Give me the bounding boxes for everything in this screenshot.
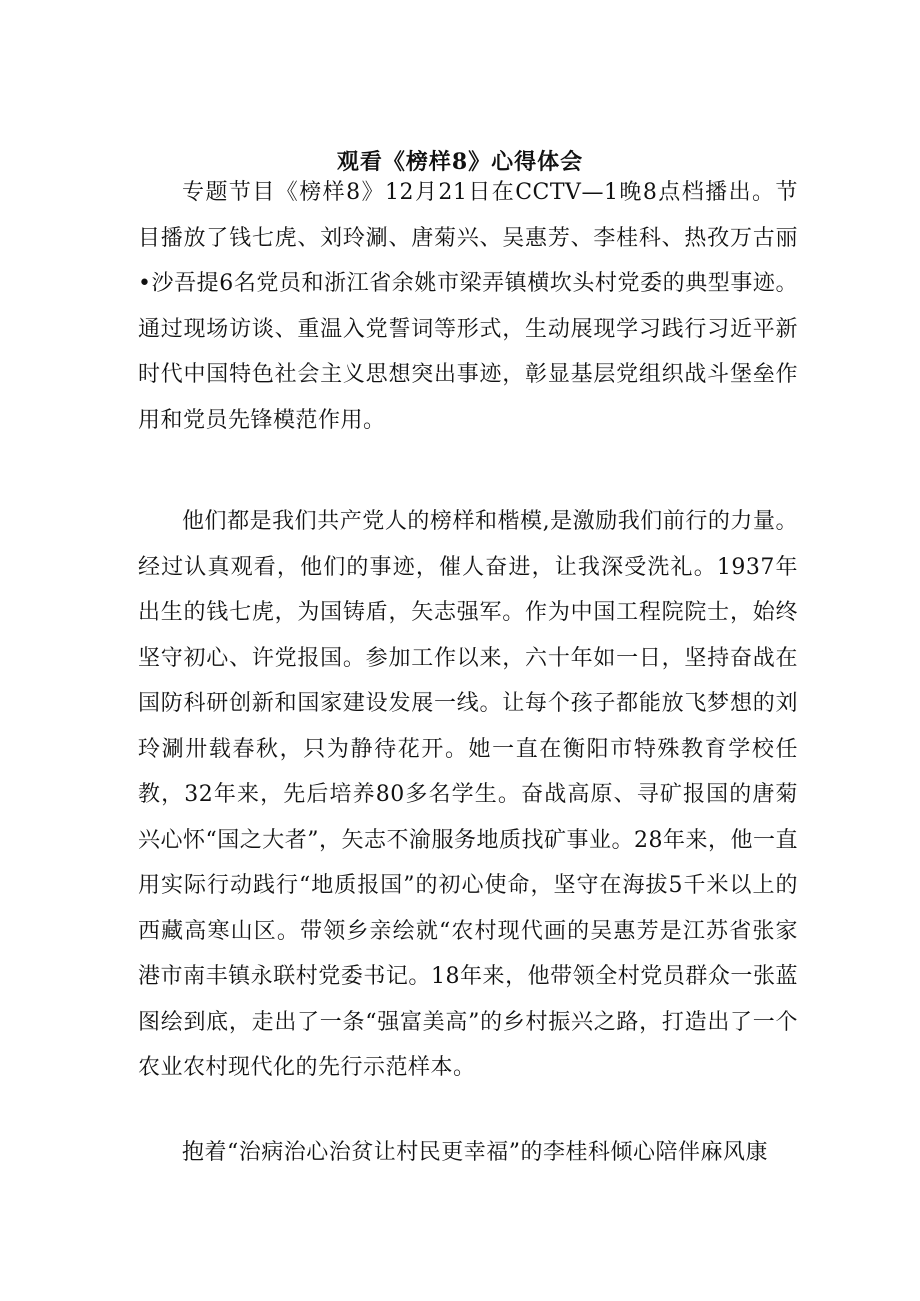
paragraph-1: 专题节目《榜样8》12月21日在CCTV—1晚8点档播出。节目播放了钱七虎、刘玲涮、唐菊兴、吴惠芳、李桂科、热孜万古丽•沙吾提6名党员和浙江省余姚市梁弄镇横坎头村党委的典型事迹。通过现场访谈、重温入党誓词等形式，生动展现学习践行习近平新时代中国特色社会主义思想突出事迹，彰显基层党组织战斗堡垒作用和党员先锋模范作用。 bbox=[138, 180, 798, 433]
paragraph-3: 抱着“治病治心治贫让村民更幸福”的李桂科倾心陪伴麻风康 bbox=[182, 1140, 768, 1165]
paragraph-2: 他们都是我们共产党人的榜样和楷模,是激励我们前行的力量。经过认真观看，他们的事迹，催人奋进，让我深受洗礼。1937年出生的钱七虎，为国铸盾，矢志强军。作为中国工程院院士，始终坚守初心、许党报国。参加工作以来，六十年如一日，坚持奋战在国防科研创新和国家建设发展一线。让每个孩子都能放飞梦想的刘玲涮卅载春秋，只为静待花开。她一直在衡阳市特殊教育学校任教，32年来，先后培养80多名学生。奋战高原、寻矿报国的唐菊兴心怀“国之大者”，矢志不渝服务地质找矿事业。28年来，他一直用实际行动践行“地质报国”的初心使命，坚守在海拔5千米以上的西藏高寒山区。带领乡亲绘就“农村现代画的吴惠芳是江苏省张家港市南丰镇永联村党委书记。18年来，他带领全村党员群众一张蓝图绘到底，走出了一条“强富美高”的乡村振兴之路，打造出了一个农业农村现代化的先行示范样本。 bbox=[138, 509, 798, 1080]
document-title: 观看《榜样8》心得体会 bbox=[336, 149, 584, 175]
